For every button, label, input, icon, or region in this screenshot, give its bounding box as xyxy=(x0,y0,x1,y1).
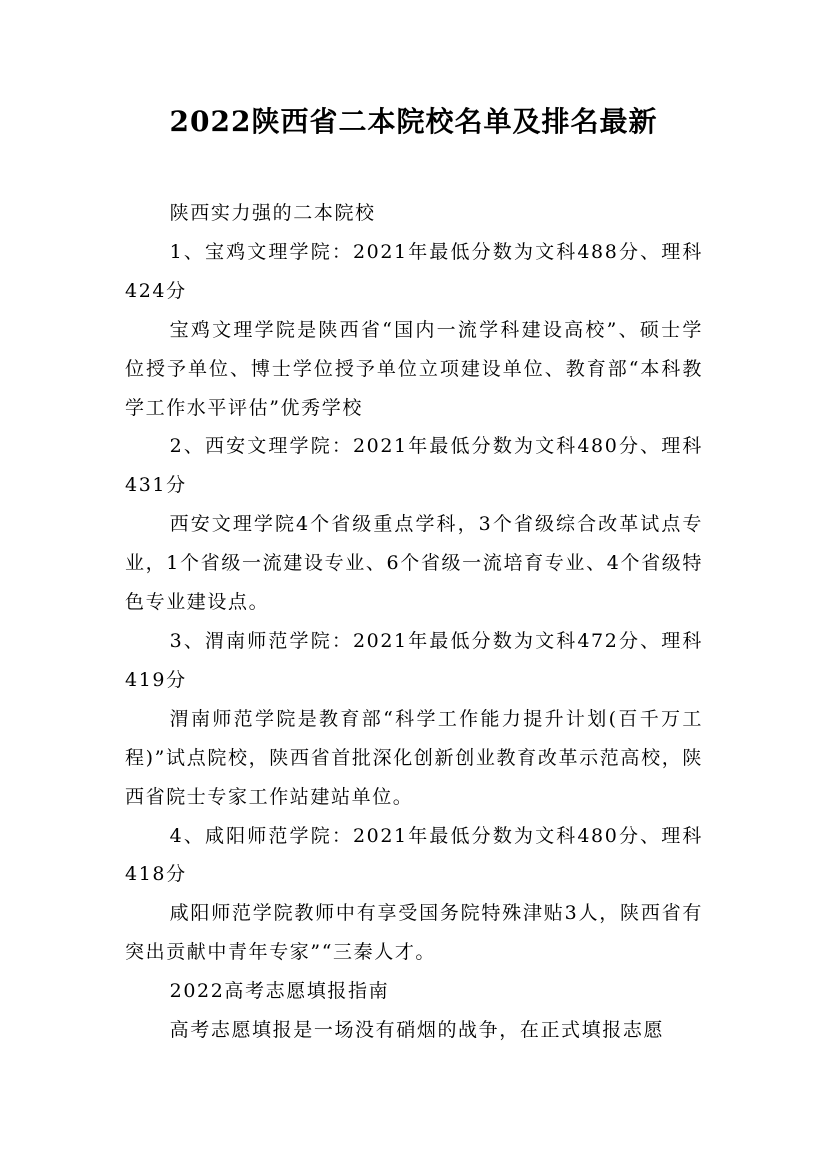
college-2-description: 西安文理学院4个省级重点学科，3个省级综合改革试点专业，1个省级一流建设专业、6个省级一流培育专业、4个省级特色专业建设点。 xyxy=(125,513,703,614)
section-heading-strong-colleges: 陕西实力强的二本院校 xyxy=(169,202,376,224)
document-title: 2022陕西省二本院校名单及排名最新 xyxy=(169,105,658,138)
college-4-description: 咸阳师范学院教师中有享受国务院特殊津贴3人，陕西省有突出贡献中青年专家”“三秦人才。 xyxy=(125,902,703,964)
college-3-description: 渭南师范学院是教育部“科学工作能力提升计划(百千万工程)”试点院校，陕西省首批深化创新创业教育改革示范高校，陕西省院士专家工作站建站单位。 xyxy=(125,707,703,808)
college-1-description: 宝鸡文理学院是陕西省“国内一流学科建设高校”、硕士学位授予单位、博士学位授予单位立项建设单位、教育部“本科教学工作水平评估”优秀学校 xyxy=(125,318,703,419)
document-body xyxy=(125,194,703,1050)
college-3-scores: 3、渭南师范学院：2021年最低分数为文科472分、理科419分 xyxy=(125,629,703,691)
section-heading-guide: 2022高考志愿填报指南 xyxy=(169,980,390,1003)
college-2-scores: 2、西安文理学院：2021年最低分数为文科480分、理科431分 xyxy=(125,435,703,497)
college-4-scores: 4、咸阳师范学院：2021年最低分数为文科480分、理科418分 xyxy=(125,824,703,886)
college-1-scores: 1、宝鸡文理学院：2021年最低分数为文科488分、理科424分 xyxy=(125,240,703,302)
guide-intro-text: 高考志愿填报是一场没有硝烟的战争，在正式填报志愿 xyxy=(169,1019,665,1042)
